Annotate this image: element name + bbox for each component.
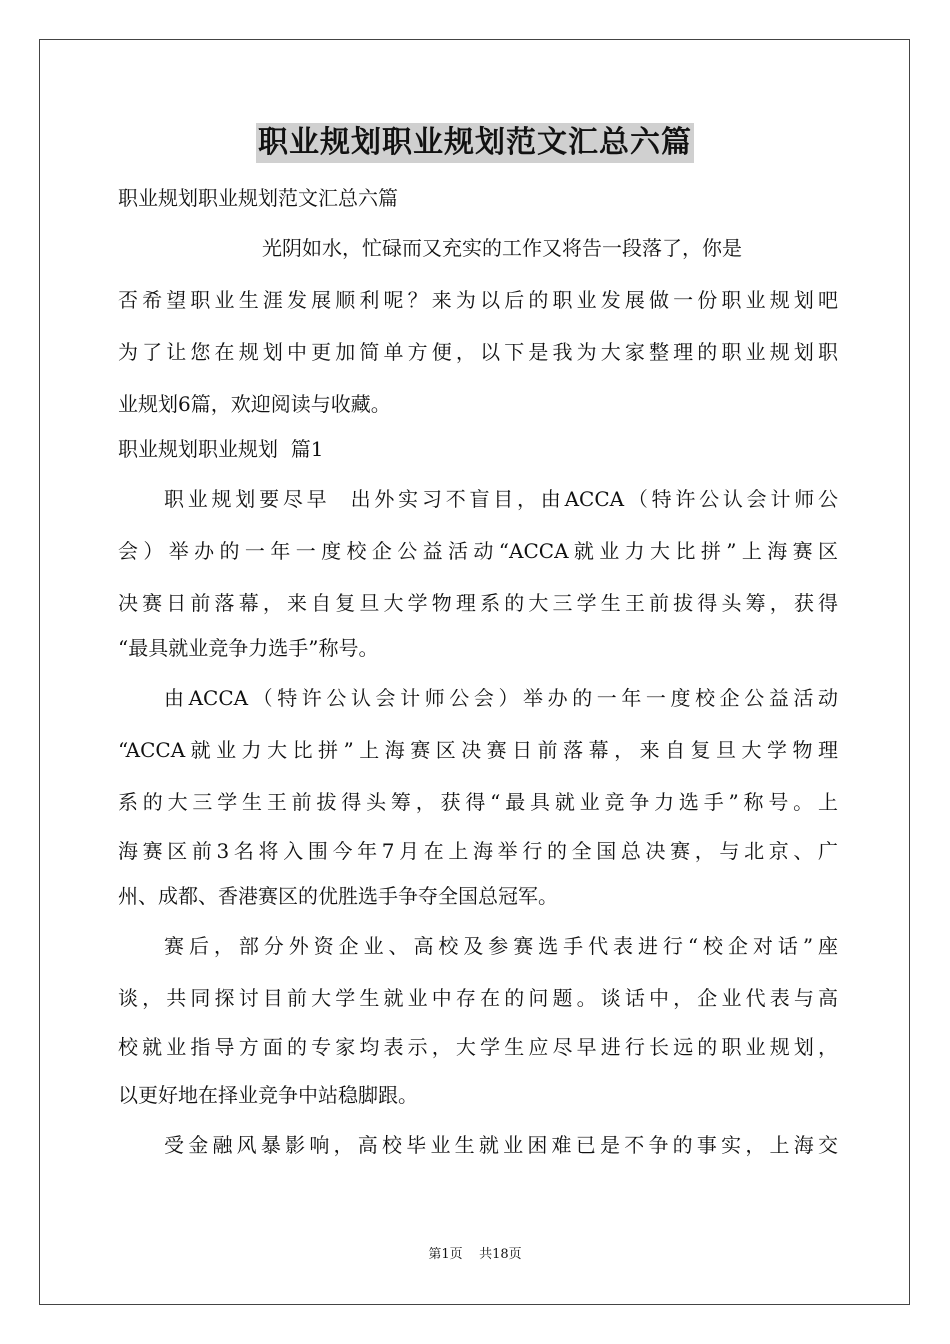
paragraph-line: 海赛区前3名将入围今年7月在上海举行的全国总决赛，与北京、广 — [118, 839, 838, 863]
page-border — [39, 39, 910, 1305]
paragraph-line: 谈，共同探讨目前大学生就业中存在的问题。谈话中，企业代表与高 — [118, 986, 838, 1010]
paragraph-line: 职业规划要尽早 出外实习不盲目，由ACCA（特许公认会计师公 — [164, 487, 838, 511]
paragraph-line: 系的大三学生王前拔得头筹，获得“最具就业竞争力选手”称号。上 — [118, 790, 838, 814]
paragraph-line: 赛后，部分外资企业、高校及参赛选手代表进行“校企对话”座 — [164, 934, 838, 958]
intro-line: 为了让您在规划中更加简单方便，以下是我为大家整理的职业规划职 — [118, 340, 838, 364]
section-heading: 职业规划职业规划 篇1 — [118, 437, 324, 461]
paragraph-line: 由ACCA（特许公认会计师公会）举办的一年一度校企公益活动 — [164, 686, 838, 710]
paragraph-line: 决赛日前落幕，来自复旦大学物理系的大三学生王前拔得头筹，获得 — [118, 591, 838, 615]
paragraph-line: 受金融风暴影响，高校毕业生就业困难已是不争的事实，上海交 — [164, 1133, 838, 1157]
paragraph-line: “ACCA就业力大比拼”上海赛区决赛日前落幕，来自复旦大学物理 — [118, 738, 838, 762]
paragraph-line: 以更好地在择业竞争中站稳脚跟。 — [118, 1083, 418, 1107]
intro-line: 业规划6篇，欢迎阅读与收藏。 — [118, 392, 391, 416]
page-number: 第1页 共18页 — [428, 1247, 522, 1262]
title-container — [0, 123, 950, 163]
paragraph-line: “最具就业竞争力选手”称号。 — [118, 636, 379, 660]
document-title: 职业规划职业规划范文汇总六篇 — [256, 123, 694, 163]
intro-line: 否希望职业生涯发展顺利呢？来为以后的职业发展做一份职业规划吧 — [118, 288, 838, 312]
subtitle: 职业规划职业规划范文汇总六篇 — [118, 186, 398, 210]
paragraph-line: 校就业指导方面的专家均表示，大学生应尽早进行长远的职业规划， — [118, 1035, 838, 1059]
intro-line: 光阴如水，忙碌而又充实的工作又将告一段落了，你是 — [262, 236, 742, 260]
paragraph-line: 州、成都、香港赛区的优胜选手争夺全国总冠军。 — [118, 884, 558, 908]
paragraph-line: 会）举办的一年一度校企公益活动“ACCA就业力大比拼”上海赛区 — [118, 539, 838, 563]
